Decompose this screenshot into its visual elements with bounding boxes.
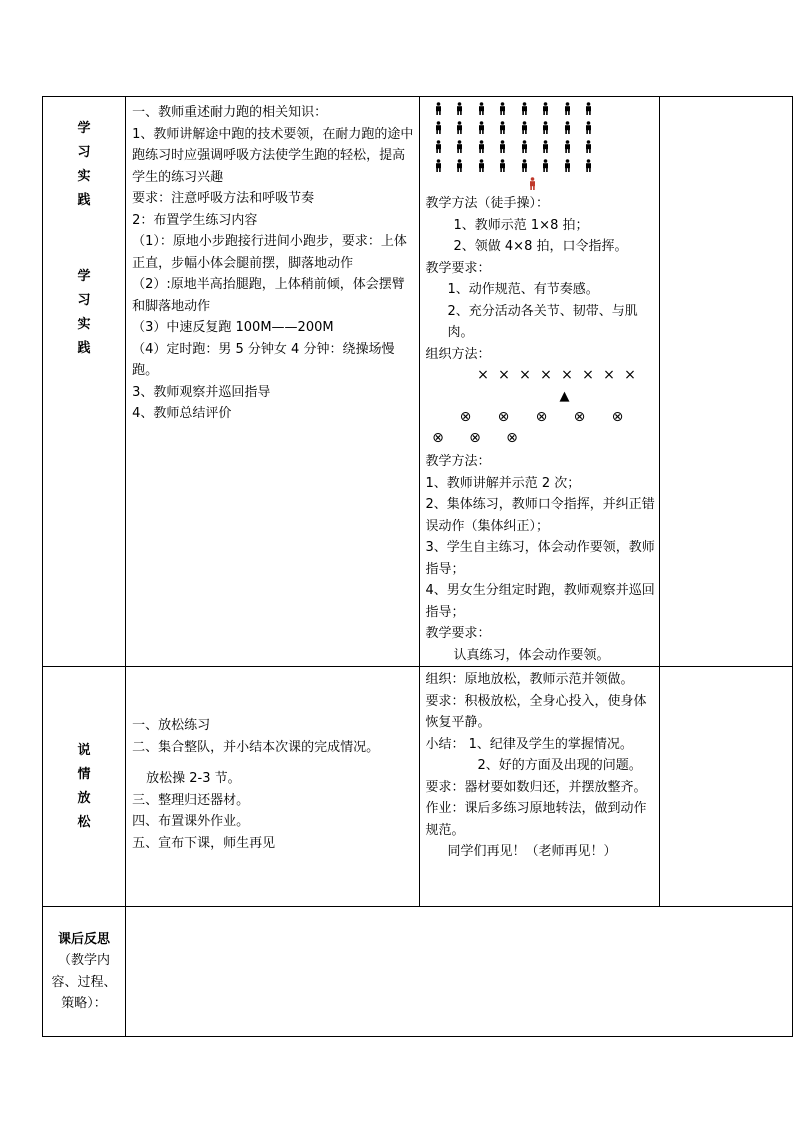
student-formation	[420, 97, 659, 175]
student-figure-icon	[557, 99, 579, 118]
student-figure-icon	[514, 137, 536, 156]
reflection-title: 课后反思	[58, 931, 111, 947]
practice-method-cell	[419, 97, 659, 667]
content-line: 2：布置学生练习内容	[132, 212, 258, 228]
circle-mark: ⊗	[535, 408, 548, 425]
content-line: 要求：注意呼吸方法和呼吸节奏	[132, 191, 315, 206]
requirement-item: 2、充分活动各关节、韧带、与肌肉。	[447, 303, 638, 340]
formation-row	[428, 118, 659, 137]
practice-label-cell	[43, 97, 126, 667]
teacher-triangle-icon: ▲	[559, 389, 570, 404]
student-figure-icon	[471, 156, 493, 175]
student-figure-icon	[492, 137, 514, 156]
teacher-figure	[420, 175, 659, 191]
student-figure-icon	[449, 156, 471, 175]
student-figure-icon	[578, 137, 600, 156]
student-figure-icon	[428, 99, 450, 118]
reflection-content-cell	[126, 907, 793, 1037]
method-item: 1、教师示范 1×8 拍；	[453, 217, 589, 233]
relax-org-cell	[419, 667, 659, 907]
student-figure-icon	[428, 137, 450, 156]
label-char: 学	[77, 269, 91, 284]
label-char: 情	[77, 766, 91, 782]
student-figure-icon	[492, 156, 514, 175]
practice-content-cell	[126, 97, 419, 667]
student-figure-icon	[471, 137, 493, 156]
student-figure-icon	[492, 118, 514, 137]
method-item: 2、领做 4×8 拍，口令指挥。	[453, 239, 628, 254]
student-figure-icon	[428, 156, 450, 175]
practice-row	[43, 97, 793, 667]
org-line: 作业：课后多练习原地转法，做到动作规范。	[425, 801, 647, 838]
student-figure-icon	[535, 118, 557, 137]
requirement-title: 教学要求：	[425, 260, 491, 276]
org-line: 小结： 1、纪律及学生的掌握情况。	[425, 736, 633, 752]
cross-mark: ×	[477, 366, 489, 383]
label-char: 松	[77, 814, 91, 830]
formation-row	[428, 137, 659, 156]
reflection-sub: 容、过程、	[51, 974, 117, 990]
org-line: 同学们再见！（老师再见！）	[447, 844, 617, 859]
student-figure-icon	[557, 156, 579, 175]
content-line: （4）定时跑：男 5 分钟女 4 分钟：绕操场慢跑。	[132, 341, 395, 378]
student-figure-icon	[514, 156, 536, 175]
label-char: 实	[77, 169, 91, 184]
org-line: 要求：器材要如数归还，并摆放整齐。	[425, 779, 647, 795]
formation-row	[428, 156, 659, 175]
org-line: 2、好的方面及出现的问题。	[477, 758, 642, 773]
student-figure-icon	[492, 99, 514, 118]
cross-mark: ×	[624, 366, 636, 383]
content-line: 4、教师总结评价	[132, 406, 232, 421]
cross-formation	[420, 365, 659, 386]
student-figure-icon	[535, 137, 557, 156]
student-figure-icon	[514, 99, 536, 118]
circle-formation	[420, 428, 659, 449]
student-figure-icon	[471, 99, 493, 118]
student-figure-icon	[578, 99, 600, 118]
method-item: 3、学生自主练习，体会动作要领，教师指导；	[425, 540, 655, 577]
cross-mark: ×	[561, 366, 573, 383]
cross-mark: ×	[540, 366, 552, 383]
content-line: 三、整理归还器材。	[132, 792, 250, 808]
organization-title: 组织方法：	[425, 346, 491, 362]
content-line: 四、布置课外作业。	[132, 814, 250, 829]
cross-mark: ×	[582, 366, 594, 383]
content-line: 放松操 2-3 节。	[146, 771, 241, 786]
circle-formation	[420, 407, 659, 428]
cross-mark: ×	[498, 366, 510, 383]
student-figure-icon	[557, 118, 579, 137]
method-title: 教学方法（徒手操）：	[425, 196, 550, 211]
circle-mark: ⊗	[573, 408, 586, 425]
student-figure-icon	[471, 118, 493, 137]
content-line: （2）:原地半高抬腿跑，上体稍前倾，体会摆臂和脚落地动作	[132, 277, 405, 314]
student-figure-icon	[449, 99, 471, 118]
label-char: 说	[77, 742, 91, 758]
content-line: （1）：原地小步跑接行进间小跑步，要求：上体正直，步幅小体会腿前摆，脚落地动作	[132, 234, 407, 271]
requirement-item: 1、动作规范、有节奏感。	[447, 282, 599, 297]
label-char: 放	[77, 790, 91, 806]
method-item: 4、男女生分组定时跑，教师观察并巡回指导；	[425, 583, 655, 620]
content-line: （3）中速反复跑 100M——200M	[132, 320, 334, 335]
circle-mark: ⊗	[611, 408, 624, 425]
circle-mark: ⊗	[432, 429, 444, 446]
content-line: 1、教师讲解途中跑的技术要领，在耐力跑的途中跑练习时应强调呼吸方法使学生跑的轻松，提高学生的练习兴趣	[132, 126, 414, 185]
org-line: 组织：原地放松，教师示范并领做。	[425, 672, 634, 687]
cross-mark: ×	[519, 366, 531, 383]
student-figure-icon	[557, 137, 579, 156]
cross-mark: ×	[603, 366, 615, 383]
method-item: 1、教师讲解并示范 2 次；	[425, 475, 581, 491]
student-figure-icon	[535, 156, 557, 175]
requirement-title: 教学要求：	[425, 626, 491, 641]
relax-content-cell	[126, 667, 419, 907]
label-char: 习	[77, 145, 91, 160]
circle-mark: ⊗	[497, 408, 510, 425]
reflection-label-cell	[43, 907, 126, 1037]
content-line: 五、宣布下课，师生再见	[132, 835, 276, 851]
content-line: 3、教师观察并巡回指导	[132, 384, 271, 400]
label-char: 学	[77, 121, 91, 136]
requirement-item: 认真练习，体会动作要领。	[453, 647, 610, 663]
student-figure-icon	[578, 118, 600, 137]
reflection-sub: 策略）：	[61, 996, 107, 1011]
label-char: 践	[77, 341, 91, 356]
reflection-sub: （教学内	[58, 953, 111, 968]
student-figure-icon	[535, 99, 557, 118]
content-line: 一、教师重述耐力跑的相关知识：	[132, 105, 328, 120]
student-figure-icon	[428, 118, 450, 137]
triangle-row	[420, 386, 659, 407]
reflection-row	[43, 907, 793, 1037]
relax-row	[43, 667, 793, 907]
content-line: 二、集合整队，并小结本次课的完成情况。	[132, 739, 380, 755]
student-figure-icon	[449, 137, 471, 156]
student-figure-icon	[578, 156, 600, 175]
circle-mark: ⊗	[506, 429, 518, 446]
practice-notes-cell	[659, 97, 792, 667]
circle-mark: ⊗	[459, 408, 472, 425]
label-char: 实	[77, 317, 91, 332]
lesson-plan-table	[42, 96, 793, 1037]
teacher-icon	[528, 177, 537, 190]
relax-label-cell	[43, 667, 126, 907]
method-item: 2、集体练习，教师口令指挥，并纠正错误动作（集体纠正）；	[425, 497, 655, 534]
formation-row	[428, 99, 659, 118]
label-char: 习	[77, 293, 91, 308]
circle-mark: ⊗	[469, 429, 481, 446]
student-figure-icon	[449, 118, 471, 137]
student-figure-icon	[514, 118, 536, 137]
content-line: 一、放松练习	[132, 718, 211, 733]
relax-notes-cell	[659, 667, 792, 907]
method-title: 教学方法：	[425, 454, 491, 469]
org-line: 要求：积极放松，全身心投入，使身体恢复平静。	[425, 693, 647, 730]
label-char: 践	[77, 193, 91, 208]
